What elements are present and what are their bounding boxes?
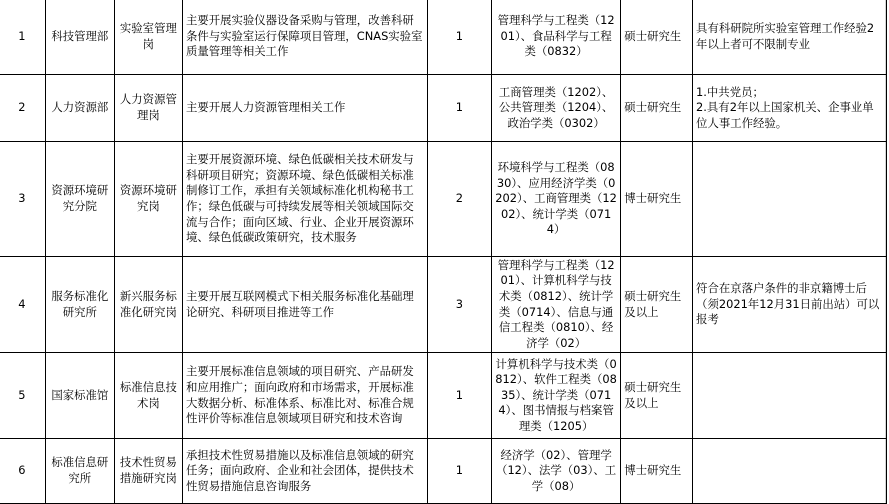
major-cell: 环境科学与工程类（0830）、应用经济学类（0202）、工商管理类（1202）、统计学类（0714） <box>491 142 620 257</box>
department-cell: 标准信息研究所 <box>45 439 114 504</box>
major-cell: 经济学（02）、管理学（12）、法学（03）、工学（08） <box>491 439 620 504</box>
education-cell: 硕士研究生 <box>621 75 693 142</box>
table-row <box>0 257 887 353</box>
table-row <box>0 75 887 142</box>
row-number: 3 <box>0 142 45 257</box>
other-requirements-cell <box>693 353 887 439</box>
table-row <box>0 439 887 504</box>
other-requirements-cell: 1.中共党员； 2.具有2年以上国家机关、企事业单位人事工作经验。 <box>693 75 887 142</box>
count-cell: 1 <box>427 75 491 142</box>
table-row <box>0 353 887 439</box>
department-cell: 科技管理部 <box>45 0 114 75</box>
duties-cell: 主要开展人力资源管理相关工作 <box>182 75 427 142</box>
education-cell: 硕士研究生及以上 <box>621 257 693 353</box>
department-cell: 服务标准化研究所 <box>45 257 114 353</box>
major-cell: 计算机科学与技术类（0812）、软件工程类（0835）、统计学类（0714）、图书情报与档案管理类（1205） <box>491 353 620 439</box>
other-requirements-cell: 具有科研院所实验室管理工作经验2年以上者可不限制专业 <box>693 0 887 75</box>
duties-cell: 承担技术性贸易措施以及标准信息领域的研究任务；面向政府、企业和社会团体，提供技术性贸易措施信息咨询服务 <box>182 439 427 504</box>
position-cell: 技术性贸易措施研究岗 <box>114 439 182 504</box>
position-cell: 资源环境研究岗 <box>114 142 182 257</box>
row-number: 1 <box>0 0 45 75</box>
department-cell: 人力资源部 <box>45 75 114 142</box>
department-cell: 国家标准馆 <box>45 353 114 439</box>
education-cell: 博士研究生 <box>621 142 693 257</box>
department-cell: 资源环境研究分院 <box>45 142 114 257</box>
position-cell: 人力资源管理岗 <box>114 75 182 142</box>
table-row <box>0 142 887 257</box>
major-cell: 管理科学与工程类（1201）、计算机科学与技术类（0812）、统计学类（0714）、信息与通信工程类（0810）、经济学（02） <box>491 257 620 353</box>
position-cell: 新兴服务标准化研究岗 <box>114 257 182 353</box>
row-number: 5 <box>0 353 45 439</box>
position-cell: 实验室管理岗 <box>114 0 182 75</box>
major-cell: 工商管理类（1202）、公共管理类（1204）、政治学类（0302） <box>491 75 620 142</box>
row-number: 2 <box>0 75 45 142</box>
other-requirements-cell <box>693 142 887 257</box>
duties-cell: 主要开展互联网模式下相关服务标准化基础理论研究、科研项目推进等工作 <box>182 257 427 353</box>
table-row <box>0 0 887 75</box>
count-cell: 1 <box>427 439 491 504</box>
education-cell: 博士研究生 <box>621 439 693 504</box>
other-requirements-cell: 符合在京落户条件的非京籍博士后（须2021年12月31日前出站）可以报考 <box>693 257 887 353</box>
count-cell: 3 <box>427 257 491 353</box>
row-number: 6 <box>0 439 45 504</box>
row-number: 4 <box>0 257 45 353</box>
count-cell: 1 <box>427 353 491 439</box>
duties-cell: 主要开展标准信息领域的项目研究、产品研发和应用推广；面向政府和市场需求，开展标准大数据分析、标准体系、标准比对、标准合规性评价等标准信息领域项目研究和技术咨询 <box>182 353 427 439</box>
other-requirements-cell <box>693 439 887 504</box>
count-cell: 2 <box>427 142 491 257</box>
education-cell: 硕士研究生及以上 <box>621 353 693 439</box>
count-cell: 1 <box>427 0 491 75</box>
position-cell: 标准信息技术岗 <box>114 353 182 439</box>
education-cell: 硕士研究生 <box>621 0 693 75</box>
duties-cell: 主要开展实验仪器设备采购与管理，改善科研条件与实验室运行保障项目管理，CNAS实验室质量管理等相关工作 <box>182 0 427 75</box>
duties-cell: 主要开展资源环境、绿色低碳相关技术研发与科研项目研究；资源环境、绿色低碳相关标准制修订工作，承担有关领域标准化机构秘书工作；绿色低碳与可持续发展等相关领域国际交流与合作；面向区域、行业、企业开展资源环境、绿色低碳政策研究，技术服务 <box>182 142 427 257</box>
major-cell: 管理科学与工程类（1201）、食品科学与工程类（0832） <box>491 0 620 75</box>
